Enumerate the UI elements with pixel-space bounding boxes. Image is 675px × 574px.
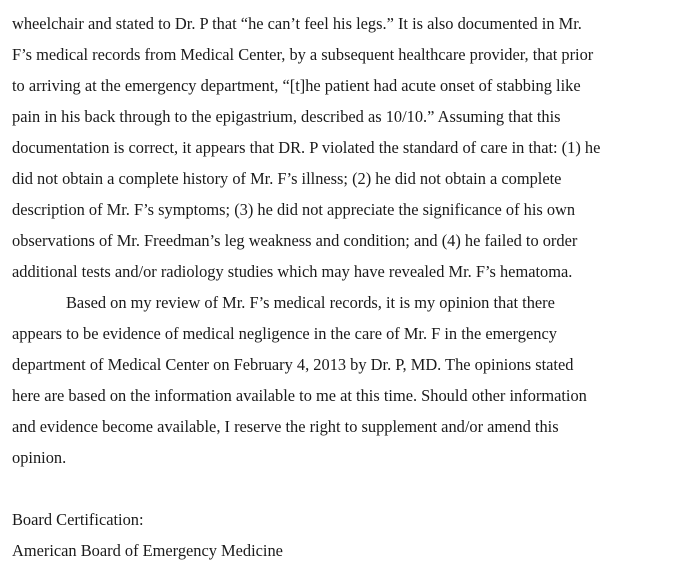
text-line: pain in his back through to the epigastrium, described as 10/10.” Assuming that this [12,107,561,126]
paragraph-opinion [12,287,672,473]
text-line: here are based on the information available to me at this time. Should other information [12,386,587,405]
text-line: to arriving at the emergency department, “[t]he patient had acute onset of stabbing like [12,76,581,95]
certification-board: American Board of Emergency Medicine [12,541,283,560]
text-line: description of Mr. F’s symptoms; (3) he did not appreciate the significance of his own [12,200,576,219]
text-line: opinion. [12,448,67,467]
text-line: Based on my review of Mr. F’s medical records, it is my opinion that there [66,293,555,312]
paragraph-spacer [12,473,672,504]
document-page [12,8,672,566]
text-line: documentation is correct, it appears that DR. P violated the standard of care in that: (1) he [12,138,601,157]
board-certification-section [12,504,672,566]
text-line: and evidence become available, I reserve the right to supplement and/or amend this [12,417,559,436]
text-line: F’s medical records from Medical Center, by a subsequent healthcare provider, that prior [12,45,594,64]
text-line: did not obtain a complete history of Mr. F’s illness; (2) he did not obtain a complete [12,169,562,188]
text-line: additional tests and/or radiology studies which may have revealed Mr. F’s hematoma. [12,262,573,281]
text-line: observations of Mr. Freedman’s leg weakness and condition; and (4) he failed to order [12,231,578,250]
certification-heading: Board Certification: [12,510,144,529]
text-line: department of Medical Center on February 4, 2013 by Dr. P, MD. The opinions stated [12,355,574,374]
text-line: wheelchair and stated to Dr. P that “he can’t feel his legs.” It is also documented in Mr. [12,14,582,33]
text-line: appears to be evidence of medical negligence in the care of Mr. F in the emergency [12,324,557,343]
paragraph-standard-of-care [12,8,672,287]
